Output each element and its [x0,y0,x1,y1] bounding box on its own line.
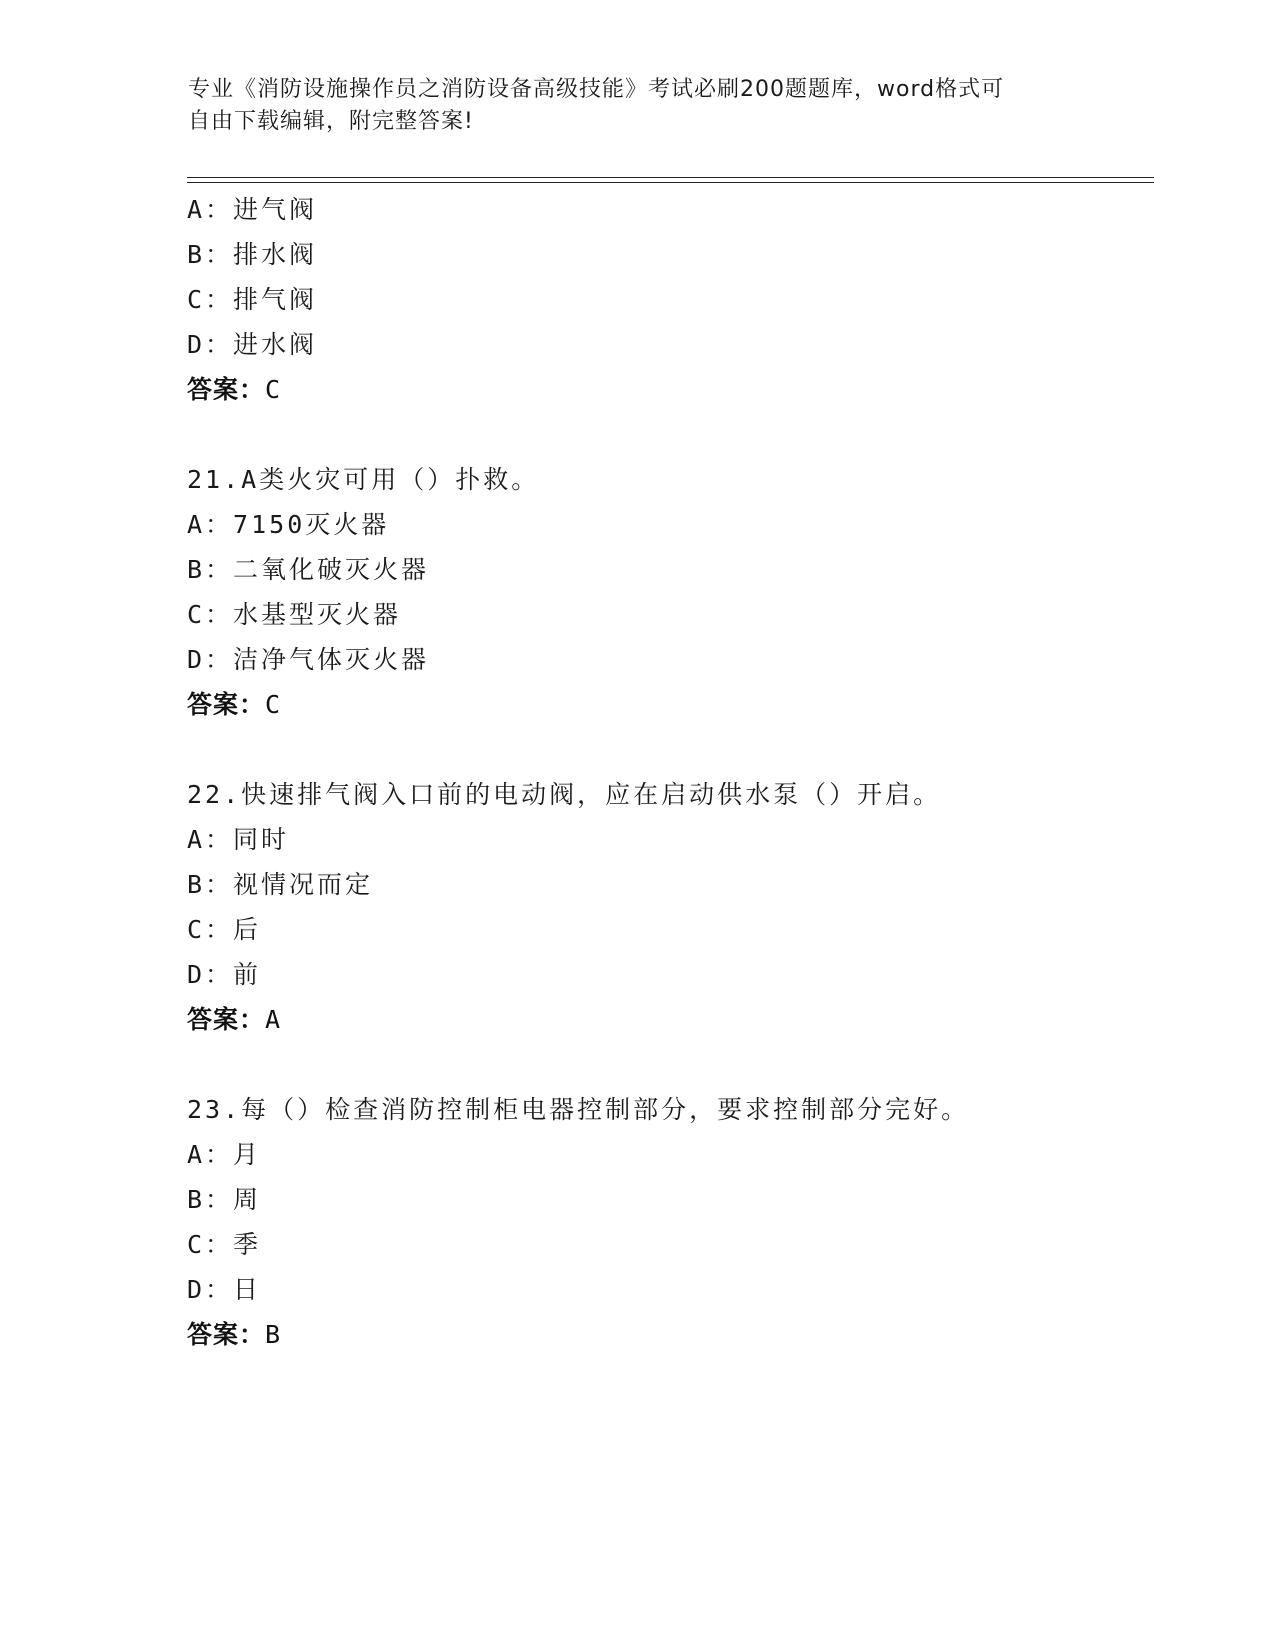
prev-option-c: C：排气阀 [187,285,318,314]
question-22-answer [187,1004,281,1036]
question-21-option-c: C：水基型灭火器 [187,600,402,629]
answer-label: 答案： [187,1320,266,1349]
question-22-option-a: A：同时 [187,825,290,854]
answer-value: B [265,1320,282,1349]
document-header [188,74,1068,138]
answer-label: 答案： [187,1005,266,1034]
answer-value: C [265,375,282,404]
question-22-option-d: D：前 [187,960,262,989]
question-23-answer [187,1319,281,1351]
question-23-option-d: D：日 [187,1275,262,1304]
answer-label: 答案： [187,690,266,719]
answer-value: A [265,1005,282,1034]
question-22-option-c: C：后 [187,915,262,944]
header-line-1: 专业《消防设施操作员之消防设备高级技能》考试必刷200题题库，word格式可 [188,77,1005,102]
header-divider-bottom [187,182,1154,183]
header-line-2: 自由下载编辑，附完整答案! [188,109,474,134]
question-21-option-b: B：二氧化破灭火器 [187,555,430,584]
question-23-option-a: A：月 [187,1140,262,1169]
question-23-option-c: C：季 [187,1230,262,1259]
answer-value: C [265,690,282,719]
prev-answer [187,374,281,406]
question-21-option-d: D：洁净气体灭火器 [187,645,430,674]
question-23-stem: 23.每（）检查消防控制柜电器控制部分，要求控制部分完好。 [187,1095,970,1124]
prev-option-b: B：排水阀 [187,240,318,269]
answer-label: 答案： [187,375,266,404]
prev-option-d: D：进水阀 [187,330,318,359]
question-22-stem: 22.快速排气阀入口前的电动阀，应在启动供水泵（）开启。 [187,780,942,809]
prev-option-a: A：进气阀 [187,195,318,224]
header-divider-top [187,177,1154,178]
question-21-option-a: A：7150灭火器 [187,510,390,539]
question-21-answer [187,689,281,721]
question-22-option-b: B：视情况而定 [187,870,374,899]
question-23-option-b: B：周 [187,1185,262,1214]
question-21-stem: 21.A类火灾可用（）扑救。 [187,465,540,494]
